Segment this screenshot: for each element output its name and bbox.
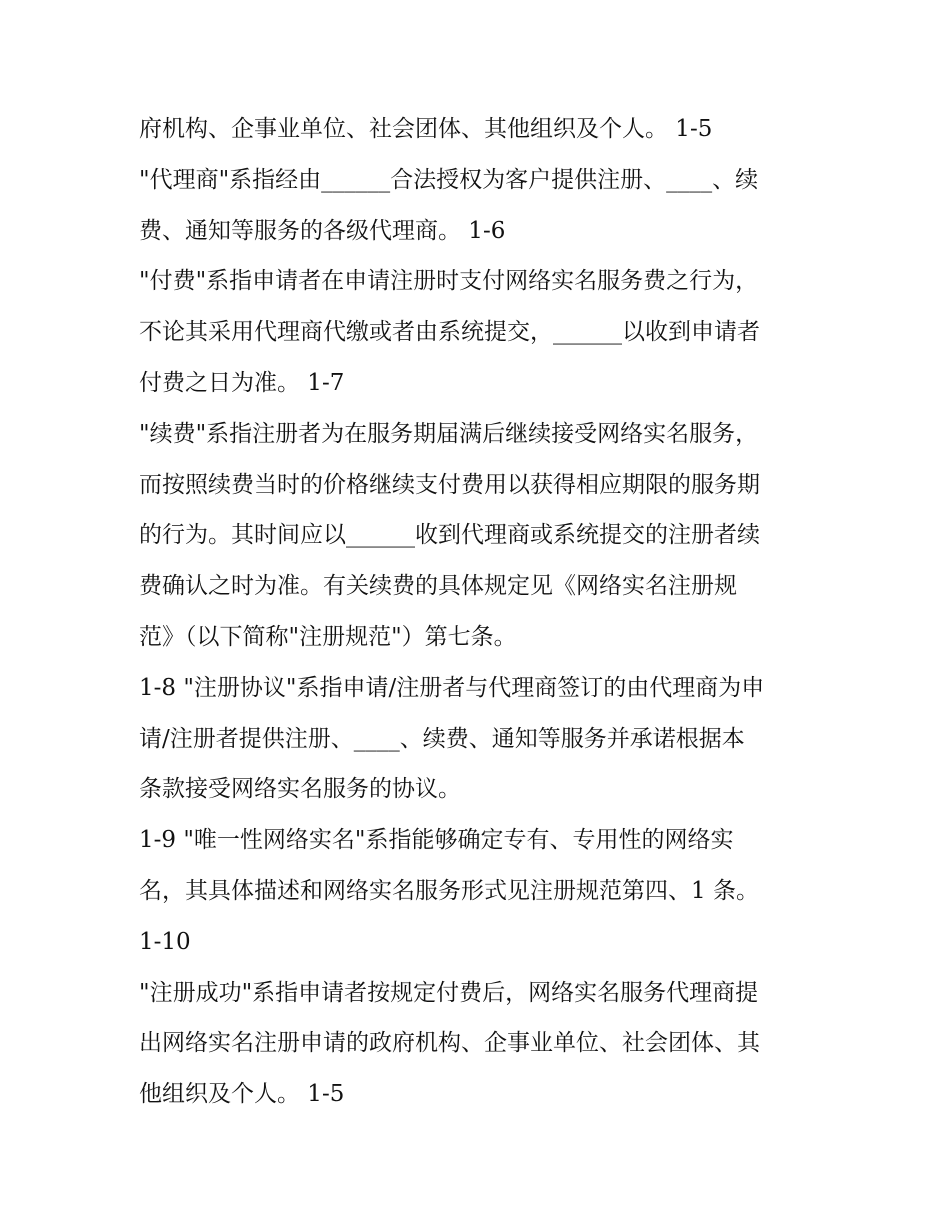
text-line: 请/注册者提供注册、____、续费、通知等服务并承诺根据本 [139, 725, 745, 752]
text-line: 名，其具体描述和网络实名服务形式见注册规范第四、1 条。 [139, 877, 759, 904]
text-line: 不论其采用代理商代缴或者由系统提交，______以收到申请者 [139, 319, 760, 346]
text-line: 的行为。其时间应以______收到代理商或系统提交的注册者续 [139, 522, 760, 549]
text-line: 费确认之时为准。有关续费的具体规定见《网络实名注册规 [139, 573, 737, 600]
document-body [139, 104, 829, 1120]
text-line: 1-8 "注册协议"系指申请/注册者与代理商签订的由代理商为申 [139, 674, 765, 701]
text-line: 条款接受网络实名服务的协议。 [139, 776, 461, 803]
text-line: 府机构、企事业单位、社会团体、其他组织及个人。 1-5 [139, 116, 713, 142]
text-line: 费、通知等服务的各级代理商。 1-6 [139, 217, 506, 244]
text-line: 付费之日为准。 1-7 [139, 369, 345, 396]
text-line: "付费"系指申请者在申请注册时支付网络实名服务费之行为， [139, 268, 759, 295]
text-line: "注册成功"系指申请者按规定付费后，网络实名服务代理商提 [139, 979, 759, 1006]
text-line: 而按照续费当时的价格继续支付费用以获得相应期限的服务期 [139, 471, 760, 498]
text-line: "代理商"系指经由______合法授权为客户提供注册、____、续 [139, 166, 759, 193]
text-line: 出网络实名注册申请的政府机构、企事业单位、社会团体、其 [139, 1030, 760, 1057]
text-line: "续费"系指注册者为在服务期届满后继续接受网络实名服务， [139, 420, 759, 447]
text-line: 1-9 "唯一性网络实名"系指能够确定专有、专用性的网络实 [139, 827, 734, 854]
text-line: 范》（以下简称"注册规范"）第七条。 [139, 623, 517, 650]
text-line: 1-10 [139, 928, 191, 955]
text-line: 他组织及个人。 1-5 [139, 1081, 345, 1108]
